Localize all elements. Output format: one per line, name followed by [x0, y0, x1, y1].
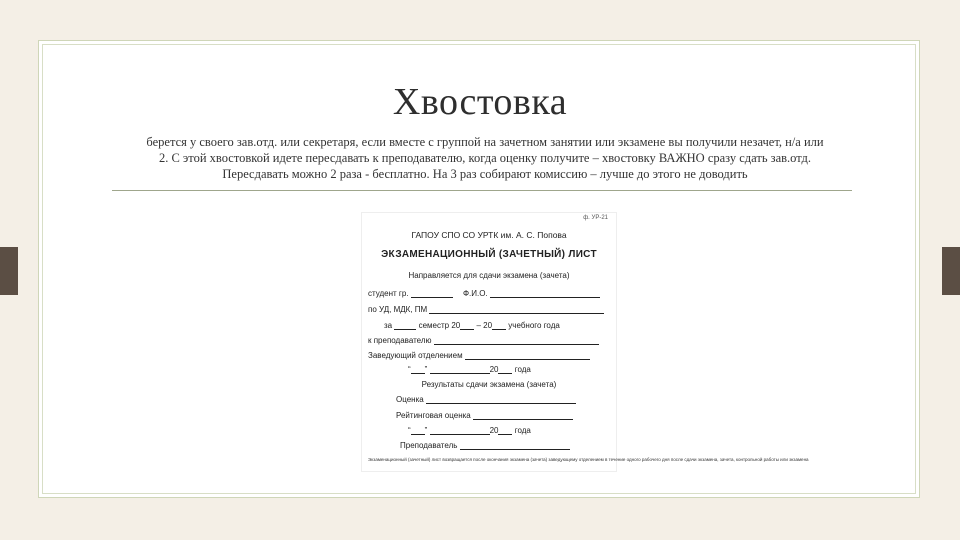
date-year-line-2 — [498, 426, 512, 435]
rating-row — [396, 411, 573, 420]
date-close-2: ” — [424, 426, 428, 435]
body-line-1: берется у своего зав.отд. или секретаря, если вместе с группой на зачетном занятии или экзамене вы получили незачет, н/а или — [146, 135, 824, 149]
date-month-line-2 — [430, 426, 490, 435]
results-title: Результаты сдачи экзамена (зачета) — [421, 380, 557, 389]
head-label: Заведующий отделением — [368, 351, 463, 360]
date-open: “ — [408, 365, 411, 374]
discipline-row — [368, 305, 604, 314]
date-year: 20 — [489, 365, 499, 374]
date-close: ” — [424, 365, 428, 374]
rating-line — [473, 411, 573, 420]
form-title: ЭКЗАМЕНАЦИОННЫЙ (ЗАЧЕТНЫЙ) ЛИСТ — [381, 249, 597, 260]
date-year-2: 20 — [489, 426, 499, 435]
grade-row — [396, 395, 576, 404]
date-year-line — [498, 365, 512, 374]
discipline-line — [429, 305, 604, 314]
teacher-row — [368, 336, 599, 345]
date-suffix: года — [514, 365, 531, 374]
form-footnote: Экзаменационный (зачетный) лист возвращается после окончания экзамена (зачета) заведующему отделением в течение одного рабочего дня после сдачи экзамена, зачета, контрольной работы или экзамена — [368, 457, 809, 462]
divider — [112, 190, 852, 191]
left-decor-tab — [0, 247, 18, 295]
year-start-line — [460, 321, 474, 330]
student-label: студент гр. — [368, 289, 409, 298]
date-suffix-2: года — [514, 426, 531, 435]
rating-label: Рейтинговая оценка — [396, 411, 471, 420]
form-subtitle: Направляется для сдачи экзамена (зачета) — [408, 271, 570, 280]
grade-line — [426, 395, 576, 404]
discipline-label: по УД, МДК, ПМ — [368, 305, 428, 314]
body-line-3: Пересдавать можно 2 раза - бесплатно. На 3 раз собирают комиссию – лучше до этого не доводить — [222, 167, 748, 181]
year-suffix: учебного года — [508, 321, 560, 330]
right-decor-tab — [942, 247, 960, 295]
year-end-line — [492, 321, 506, 330]
date-row-1 — [408, 365, 531, 374]
slide-title: Хвостовка — [392, 81, 568, 123]
date-row-2 — [408, 426, 531, 435]
fio-label: Ф.И.О. — [462, 289, 488, 298]
head-row — [368, 351, 590, 360]
teacher-label: к преподавателю — [368, 336, 432, 345]
examiner-row — [400, 441, 570, 450]
date-day-line — [411, 365, 425, 374]
semester-prefix: за — [384, 321, 393, 330]
year-prefix: 20 — [483, 321, 493, 330]
examiner-label: Преподаватель — [400, 441, 458, 450]
semester-label: семестр 20 — [418, 321, 461, 330]
body-line-2: 2. С этой хвостовкой идете пересдавать к преподавателю, когда оценку получите – хвостовку ВАЖНО сразу сдать зав.отд. — [158, 151, 812, 165]
date-month-line — [430, 365, 490, 374]
date-day-line-2 — [411, 426, 425, 435]
slide-body — [100, 134, 870, 182]
form-org: ГАПОУ СПО СО УРТК им. А. С. Попова — [411, 230, 567, 240]
head-line — [465, 351, 590, 360]
group-line — [411, 289, 453, 298]
fio-line — [490, 289, 600, 298]
exam-sheet-image — [361, 212, 809, 472]
form-code: ф. УР-21 — [583, 215, 608, 221]
grade-label: Оценка — [396, 395, 424, 404]
semester-row — [384, 321, 560, 330]
dash: – — [476, 321, 481, 330]
student-row — [368, 289, 600, 298]
date-open-2: “ — [408, 426, 411, 435]
semester-line — [394, 321, 416, 330]
examiner-line — [460, 441, 570, 450]
teacher-line — [434, 336, 599, 345]
